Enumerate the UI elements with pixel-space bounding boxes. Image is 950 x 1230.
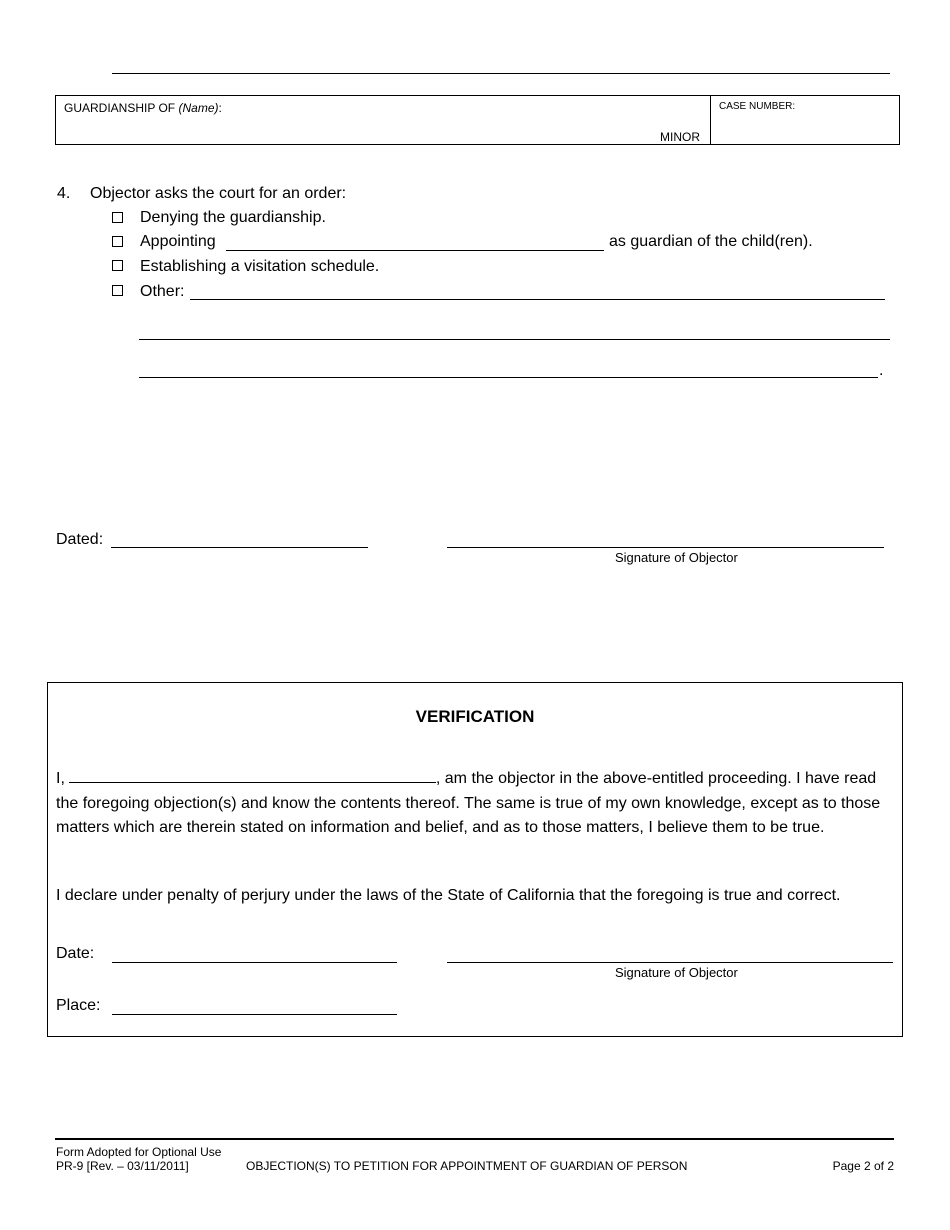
objector-signature-caption: Signature of Objector: [615, 550, 738, 565]
verification-signature-line[interactable]: [447, 962, 893, 963]
denying-label: Denying the guardianship.: [140, 209, 326, 226]
verification-date-line[interactable]: [112, 962, 397, 963]
section-4-intro: Objector asks the court for an order:: [90, 185, 347, 202]
verification-i: I,: [56, 770, 65, 787]
name-hint: (Name): [178, 101, 219, 115]
dated-label: Dated:: [56, 531, 104, 548]
other-line-3[interactable]: [139, 377, 878, 378]
footer-adopted: Form Adopted for Optional Use: [56, 1145, 222, 1159]
other-label: Other:: [140, 283, 185, 300]
appointing-label: Appointing: [140, 233, 216, 250]
name-colon: :: [218, 101, 222, 115]
case-number-label: CASE NUMBER:: [719, 101, 796, 112]
minor-name-field[interactable]: [64, 116, 644, 140]
verification-paragraph-1-text: , am the objector in the above-entitled proceeding. I have read the foregoing objection(s) and know the contents thereof. The same is true of my own knowledge, except as to those matters which are therein stated on information and belief, and as to those matters, I believe them to be true.: [56, 770, 881, 836]
verification-place-line[interactable]: [112, 1014, 397, 1015]
objector-signature-line[interactable]: [447, 547, 884, 548]
guardianship-of-text: GUARDIANSHIP OF: [64, 101, 176, 115]
visitation-checkbox[interactable]: [112, 260, 123, 271]
top-rule-line: [112, 73, 890, 74]
verification-paragraph-2: I declare under penalty of perjury under the laws of the State of California that the foregoing is true and correct.: [56, 887, 841, 904]
other-line-2[interactable]: [139, 339, 890, 340]
guardianship-of-label: [64, 101, 222, 115]
dated-line[interactable]: [111, 547, 368, 548]
caption-divider: [710, 95, 711, 145]
verification-title: VERIFICATION: [415, 707, 535, 726]
verification-name-line[interactable]: [69, 766, 436, 783]
appointing-checkbox[interactable]: [112, 236, 123, 247]
other-period: .: [879, 362, 884, 379]
verification-date-label: Date:: [56, 945, 95, 962]
verification-place-label: Place:: [56, 997, 101, 1014]
denying-checkbox[interactable]: [112, 212, 123, 223]
verification-signature-caption: Signature of Objector: [615, 965, 738, 980]
footer-rule: [55, 1138, 894, 1140]
verification-box: [47, 682, 903, 1037]
section-4-number: 4.: [57, 185, 71, 202]
other-checkbox[interactable]: [112, 285, 123, 296]
footer-page-number: Page 2 of 2: [832, 1159, 894, 1173]
footer-form-id: PR-9 [Rev. – 03/11/2011]: [56, 1159, 189, 1173]
minor-label: MINOR: [660, 130, 700, 144]
other-line-1[interactable]: [190, 299, 885, 300]
case-number-field[interactable]: [715, 114, 895, 140]
appointing-name-line[interactable]: [226, 250, 604, 251]
footer-form-title: OBJECTION(S) TO PETITION FOR APPOINTMENT OF GUARDIAN OF PERSON: [246, 1159, 688, 1173]
verification-paragraph-1: [56, 766, 901, 841]
visitation-label: Establishing a visitation schedule.: [140, 258, 380, 275]
appointing-suffix: as guardian of the child(ren).: [609, 233, 813, 250]
